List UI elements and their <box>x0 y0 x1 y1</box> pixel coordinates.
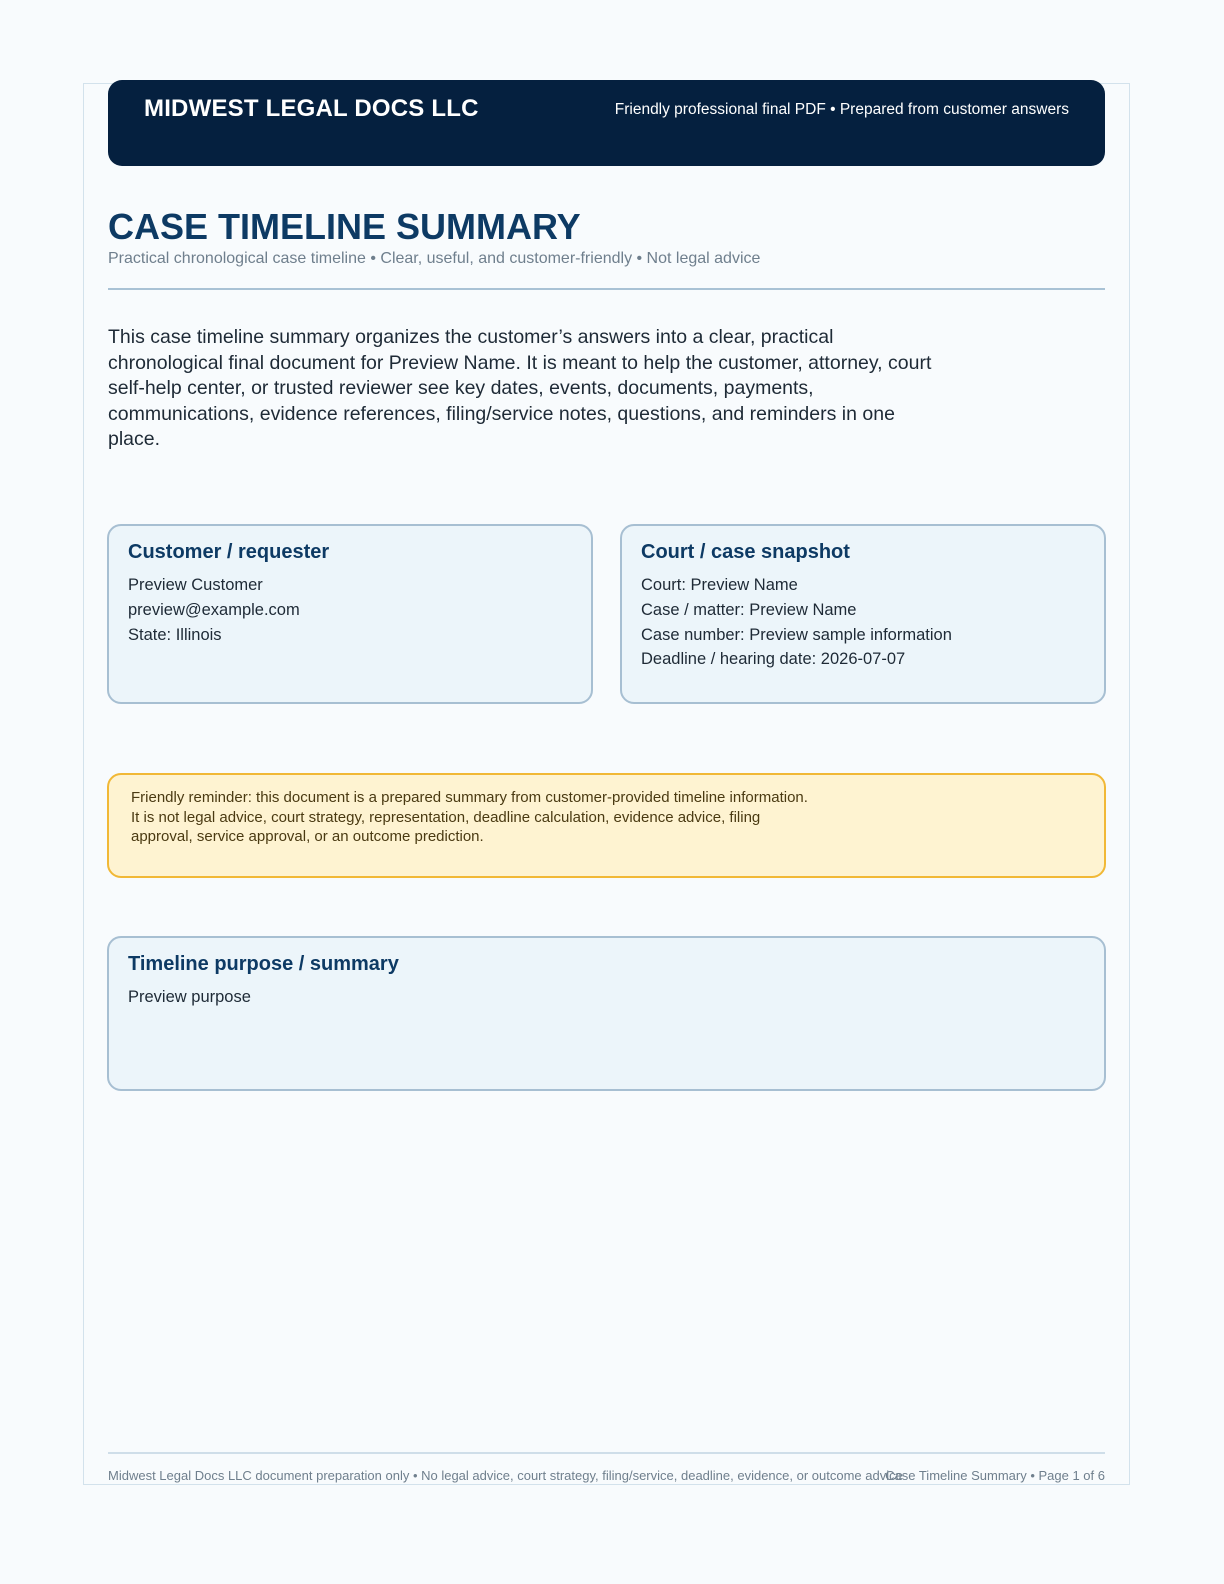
purpose-card-title: Timeline purpose / summary <box>128 953 399 975</box>
reminder-text: Friendly reminder: this document is a prepared summary from customer-provided timeline information. It is not legal advice, court strategy, representation, deadline calculation, evidence advice, filing approval, service approval, or an outcome prediction. <box>131 789 808 845</box>
customer-card-title: Customer / requester <box>128 541 330 563</box>
court-card <box>620 524 1106 704</box>
brand-name: MIDWEST LEGAL DOCS LLC <box>144 95 479 122</box>
purpose-card-details <box>128 985 251 1010</box>
header-bar <box>108 80 1105 166</box>
intro-paragraph: This case timeline summary organizes the customer’s answers into a clear, practical chronological final document for Preview Name. It is meant to help the customer, attorney, court self-help center, or trusted reviewer see key dates, events, documents, payments, communications, evidence references, filing/service notes, questions, and reminders in one place. <box>108 326 932 450</box>
customer-name: Preview Customer <box>128 576 263 594</box>
court-card-details <box>641 573 952 672</box>
document-subtitle: Practical chronological case timeline • Clear, useful, and customer-friendly • Not legal advice <box>108 250 761 267</box>
court-name: Court: Preview Name <box>641 576 798 594</box>
document-title: CASE TIMELINE SUMMARY <box>108 206 581 247</box>
case-matter: Case / matter: Preview Name <box>641 600 857 619</box>
customer-state: State: Illinois <box>128 625 222 644</box>
deadline-date: Deadline / hearing date: 2026-07-07 <box>641 650 906 669</box>
purpose-text: Preview purpose <box>128 988 251 1006</box>
header-tagline: Friendly professional final PDF • Prepared from customer answers <box>614 101 1069 118</box>
footer-divider <box>108 1452 1105 1454</box>
court-card-title: Court / case snapshot <box>641 541 850 563</box>
title-divider <box>108 288 1105 290</box>
footer-disclaimer: Midwest Legal Docs LLC document preparation only • No legal advice, court strategy, filing/service, deadline, evidence, or outcome advice <box>108 1468 903 1483</box>
reminder-box <box>107 773 1106 878</box>
customer-card <box>107 524 593 704</box>
customer-email: preview@example.com <box>128 600 300 619</box>
footer-page-info: Case Timeline Summary • Page 1 of 6 <box>885 1468 1105 1483</box>
purpose-card <box>107 936 1106 1091</box>
customer-card-details <box>128 573 300 647</box>
case-number: Case number: Preview sample information <box>641 625 952 644</box>
